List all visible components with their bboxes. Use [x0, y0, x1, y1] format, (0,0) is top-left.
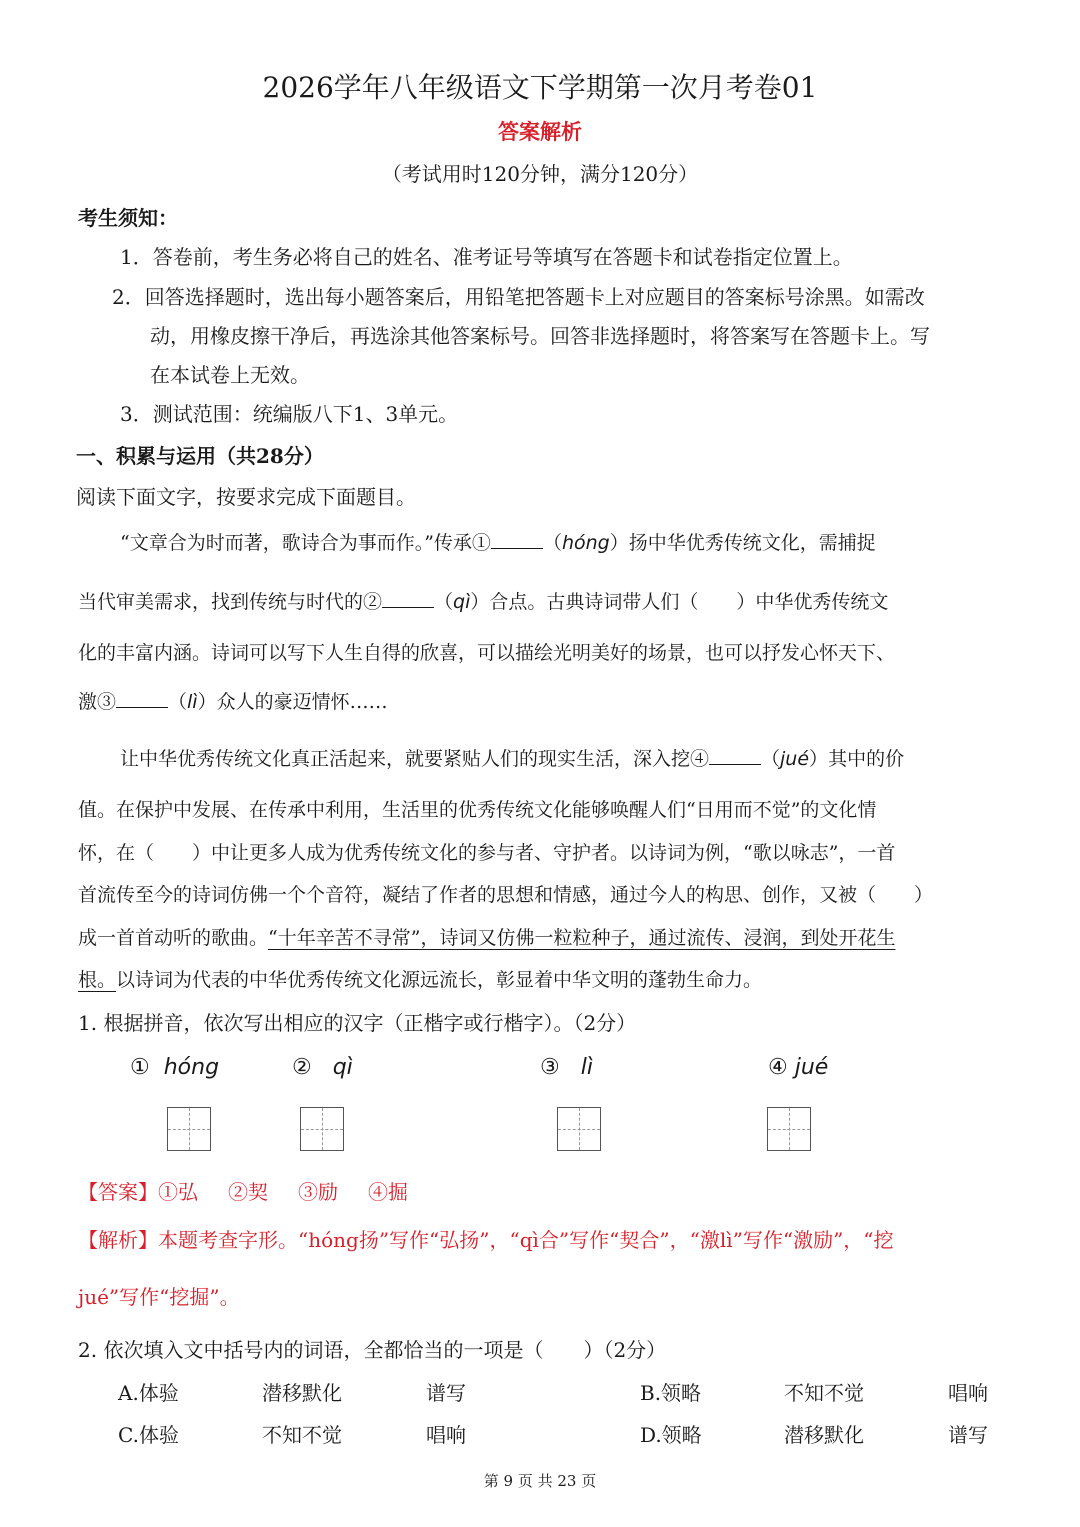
pinyin-item-4: ④ jué [768, 1055, 829, 1080]
answer-blank [709, 746, 761, 765]
page-number: 第 9 页 共 23 页 [483, 1472, 597, 1490]
option-d-word-2: 潜移默化 [784, 1423, 864, 1447]
answer-tag: 【答案】 [78, 1180, 158, 1204]
writing-grid-box[interactable] [167, 1107, 211, 1151]
answer-blank [116, 689, 168, 708]
notice-item-3: 3．测试范围：统编版八下1、3单元。 [120, 402, 459, 426]
writing-grid-box[interactable] [767, 1107, 811, 1151]
underlined-sentence: “十年辛苦不寻常”，诗词又仿佛一粒粒种子，通过流传、浸润，到处开花生 [268, 927, 896, 949]
answer-blank [382, 589, 434, 608]
underlined-sentence: 根。 [78, 969, 117, 991]
notice-item-2-line-1: 2．回答选择题时，选出每小题答案后，用铅笔把答题卡上对应题目的答案标号涂黑。如需改 [112, 285, 925, 309]
exam-info: （考试用时120分钟，满分120分） [381, 162, 699, 186]
passage-line: “文章合为时而著，歌诗合为事而作。”传承① （hóng）扬中华优秀传统文化，需捕捉 [120, 532, 876, 554]
pinyin-item-2: ② qì [292, 1055, 353, 1080]
pinyin-item-3: ③ lì [540, 1055, 593, 1080]
notice-item-1: 1．答卷前，考生务必将自己的姓名、准考证号等填写在答题卡和试卷指定位置上。 [120, 245, 853, 269]
passage-line: 当代审美需求，找到传统与时代的② （qì）合点。古典诗词带人们（ ）中华优秀传统文 [78, 591, 889, 613]
option-a[interactable]: A.体验 [118, 1381, 179, 1405]
analysis-line: jué”写作“挖掘”。 [78, 1285, 240, 1309]
section-1-intro: 阅读下面文字，按要求完成下面题目。 [76, 485, 416, 509]
answer-analysis-subtitle: 答案解析 [498, 120, 582, 144]
option-b-word-2: 不知不觉 [784, 1381, 864, 1405]
passage-line: 根。以诗词为代表的中华优秀传统文化源远流长，彰显着中华文明的蓬勃生命力。 [78, 969, 763, 991]
option-b-word-3: 唱响 [948, 1381, 988, 1405]
section-1-heading: 一、积累与运用（共28分） [76, 444, 324, 468]
passage-line: 让中华优秀传统文化真正活起来，就要紧贴人们的现实生活，深入挖④ （jué）其中的价 [120, 748, 905, 770]
option-d[interactable]: D.领略 [640, 1423, 702, 1447]
notice-item-2-line-2: 动，用橡皮擦干净后，再选涂其他答案标号。回答非选择题时，将答案写在答题卡上。写 [150, 324, 930, 348]
notice-heading: 考生须知： [78, 206, 178, 230]
page-title: 2026学年八年级语文下学期第一次月考卷01 [262, 71, 818, 104]
question-1-stem: 1. 根据拼音，依次写出相应的汉字（正楷字或行楷字）。（2分） [78, 1011, 637, 1035]
passage-line: 怀，在（ ）中让更多人成为优秀传统文化的参与者、守护者。以诗词为例，“歌以咏志”，一首 [78, 842, 896, 864]
analysis-line: 【解析】本题考查字形。“hóng扬”写作“弘扬”，“qì合”写作“契合”，“激lì”写作“激励”，“挖 [78, 1228, 894, 1252]
pinyin-item-1: ① hóng [130, 1055, 220, 1080]
writing-grid-box[interactable] [300, 1107, 344, 1151]
answer-blank [491, 530, 543, 549]
option-c-word-2: 不知不觉 [262, 1423, 342, 1447]
passage-line: 值。在保护中发展、在传承中利用，生活里的优秀传统文化能够唤醒人们“日用而不觉”的文化情 [78, 799, 877, 821]
option-d-word-3: 谱写 [948, 1423, 988, 1447]
option-b[interactable]: B.领略 [640, 1381, 702, 1405]
passage-line: 首流传至今的诗词仿佛一个个音符，凝结了作者的思想和情感，通过今人的构思、创作，又被（ ） [78, 884, 934, 906]
passage-line: 成一首首动听的歌曲。“十年辛苦不寻常”，诗词又仿佛一粒粒种子，通过流传、浸润，到处开花生 [78, 927, 896, 949]
writing-grid-box[interactable] [557, 1107, 601, 1151]
passage-line: 激③ （lì）众人的豪迈情怀…… [78, 691, 388, 713]
question-2-stem: 2. 依次填入文中括号内的词语，全都恰当的一项是（ ）（2分） [78, 1338, 667, 1362]
passage-line: 化的丰富内涵。诗词可以写下人生自得的欣喜，可以描绘光明美好的场景，也可以抒发心怀天下、 [78, 642, 896, 664]
option-c-word-3: 唱响 [426, 1423, 466, 1447]
option-a-word-2: 潜移默化 [262, 1381, 342, 1405]
analysis-tag: 【解析】 [78, 1228, 158, 1252]
option-c[interactable]: C.体验 [118, 1423, 179, 1447]
answer-line: 【答案】①弘 ②契 ③励 ④掘 [78, 1180, 408, 1204]
option-a-word-3: 谱写 [426, 1381, 466, 1405]
notice-item-2-line-3: 在本试卷上无效。 [150, 363, 310, 387]
